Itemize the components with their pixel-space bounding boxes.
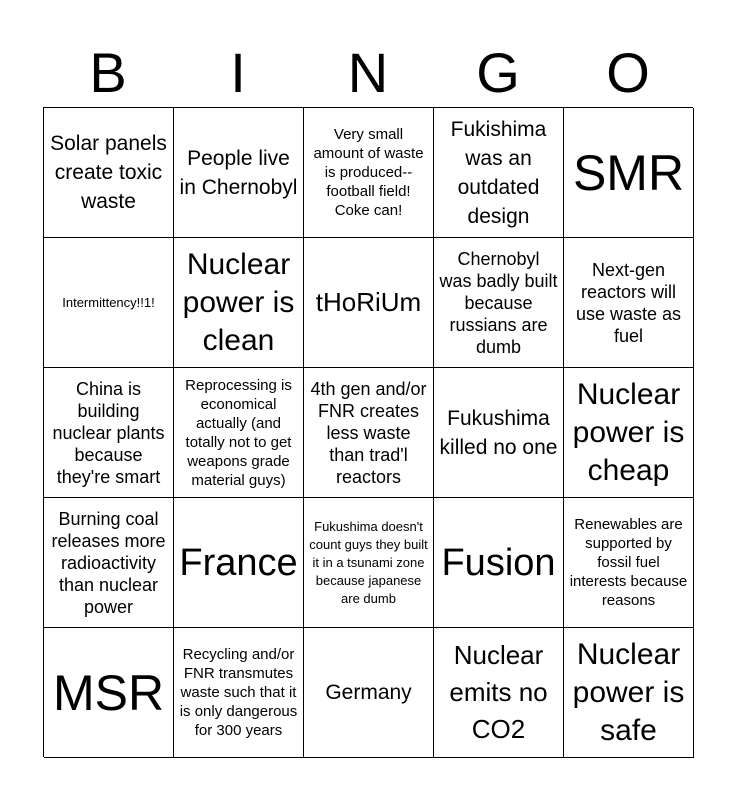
header-letter-o: O <box>606 41 650 104</box>
bingo-cell[interactable] <box>44 368 174 498</box>
bingo-cell[interactable] <box>564 628 694 758</box>
bingo-cell[interactable] <box>304 368 434 498</box>
cell-text: Very small amount of waste is produced--football field! Coke can! <box>313 126 424 219</box>
bingo-cell[interactable] <box>434 628 564 758</box>
cell-text: MSR <box>52 664 165 721</box>
cell-text: Burning coal releases more radioactivity than nuclear power <box>51 508 166 617</box>
bingo-cell[interactable] <box>44 628 174 758</box>
header-letter-g: G <box>476 41 520 104</box>
bingo-cell[interactable] <box>564 498 694 628</box>
cell-text: Nuclear power is safe <box>572 637 685 747</box>
bingo-cell[interactable] <box>434 368 564 498</box>
bingo-cell[interactable] <box>564 108 694 238</box>
cell-text: Nuclear emits no CO2 <box>449 640 548 744</box>
bingo-cell[interactable] <box>174 238 304 368</box>
header-letter-b: B <box>89 41 127 104</box>
cell-text: Recycling and/or FNR transmutes waste such that it is only dangerous for 300 years <box>179 646 298 739</box>
cell-text: 4th gen and/or FNR creates less waste than trad'l reactors <box>310 378 427 487</box>
bingo-cell[interactable] <box>174 108 304 238</box>
cell-text: tHoRiUm <box>315 287 422 317</box>
cell-text: Solar panels create toxic waste <box>50 132 167 213</box>
cell-text: Fukishima was an outdated design <box>450 117 547 228</box>
bingo-cell[interactable] <box>304 108 434 238</box>
bingo-cell[interactable] <box>434 108 564 238</box>
bingo-cell[interactable] <box>564 368 694 498</box>
cell-text: Fusion <box>441 541 556 584</box>
cell-text: Fukushima doesn't count guys they built it in a tsunami zone because japanese are dumb <box>309 518 428 606</box>
bingo-cell[interactable] <box>434 498 564 628</box>
cell-text: Chernobyl was badly built because russians are dumb <box>439 248 558 357</box>
bingo-cell[interactable] <box>174 628 304 758</box>
cell-text: Nuclear power is cheap <box>572 377 685 487</box>
cell-text: Germany <box>325 681 412 704</box>
cell-text: Next-gen reactors will use waste as fuel <box>575 259 682 346</box>
cell-text: China is building nuclear plants because they're smart <box>52 378 165 487</box>
cell-text: Renewables are supported by fossil fuel interests because reasons <box>569 516 688 609</box>
cell-text: People live in Chernobyl <box>179 146 298 199</box>
bingo-cell[interactable] <box>304 238 434 368</box>
bingo-cell[interactable] <box>304 628 434 758</box>
cell-text: Reprocessing is economical actually (and totally not to get weapons grade material guys) <box>185 376 292 489</box>
bingo-cell[interactable] <box>44 108 174 238</box>
bingo-card-grid <box>43 107 693 757</box>
bingo-header <box>43 40 693 106</box>
header-letter-n: N <box>347 41 389 104</box>
bingo-cell[interactable] <box>564 238 694 368</box>
cell-text: France <box>179 541 298 584</box>
bingo-cell[interactable] <box>434 238 564 368</box>
bingo-cell[interactable] <box>44 238 174 368</box>
bingo-cell[interactable] <box>304 498 434 628</box>
bingo-cell[interactable] <box>44 498 174 628</box>
cell-text: Fukushima killed no one <box>439 406 558 459</box>
cell-text: Intermittency!!1! <box>62 294 155 310</box>
bingo-cell[interactable] <box>174 368 304 498</box>
header-letter-i: I <box>230 41 246 104</box>
cell-text: Nuclear power is clean <box>182 247 295 357</box>
bingo-cell[interactable] <box>174 498 304 628</box>
cell-text: SMR <box>572 144 685 201</box>
